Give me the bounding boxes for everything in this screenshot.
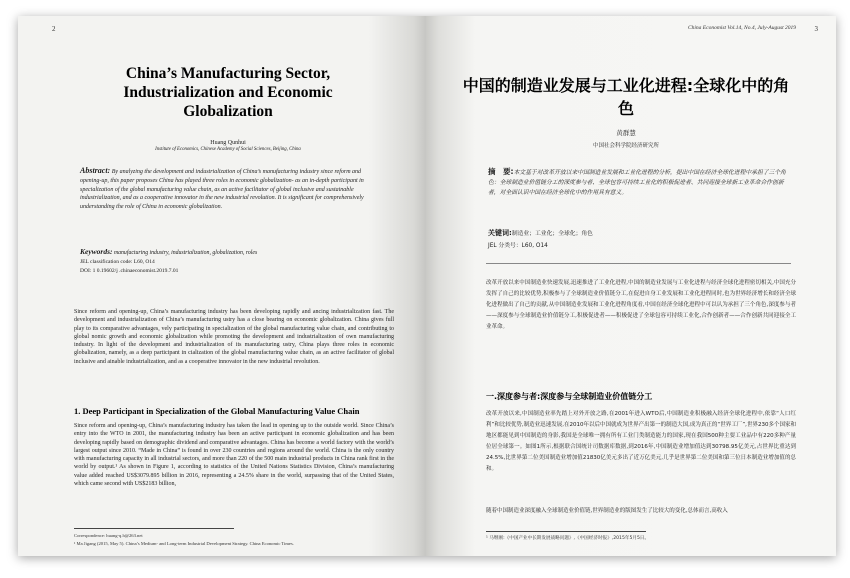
section-1-heading: 1. Deep Participant in Specialization of the Global Manufacturing Value Chain bbox=[74, 406, 360, 416]
separator-rule bbox=[486, 263, 791, 264]
footnote-correspondence: Correspondence: huang-q.h@263.net bbox=[74, 533, 143, 538]
intro-paragraph-zh: 改革开放以来中国制造业快速发展,迅速推进了工业化进程,中国的制造业发展与工业化进程与经济全球化进程密切相关,中国充分发挥了自己的比较优势,积极参与了全球制造业价值链分工,在促进自身工业发展和工业化进程同时,也为世界经济增长和经济全球化进程做出了自己的贡献,从中国制造业发展和工业化进程角度看,中国在经济全球化进程中可以认为承担了三个角色,深度参与者——深度参与全球制造业价值链分工,积极促进者——积极促进了全球包容可持续工业化,合作创新者——合作创新共同迎接全工业革命。 bbox=[486, 280, 796, 330]
doi: DOI: 1 0.19602/j .chinaeconomist.2019.7.01 bbox=[80, 268, 179, 274]
right-page bbox=[426, 16, 836, 556]
running-head: China Economist Vol.14, No.4, July-August 2019 bbox=[687, 25, 796, 31]
page-number-right: 3 bbox=[814, 25, 818, 33]
abstract-label-zh: 摘 要: bbox=[488, 167, 514, 176]
abstract-label: Abstract: bbox=[80, 166, 111, 175]
abstract-text: By analyzing the development and industrialization of China’s manufacturing industry since reform and opening-up, this paper proposes China has played three roles in economic globalization- as an in-depth participant in specialization of the global manufacturing value chain, as an active facilitator of global inclusive and sustainable industrialization, and as a cooperative innovator in the new industrial revolution. It is significant for comprehensively understanding the role of China in economic globalization. bbox=[80, 169, 364, 211]
english-title: China’s Manufacturing Sector, Industrialization and Economic Globalization bbox=[123, 65, 333, 120]
jel-code: JEL classification code: L60, O14 bbox=[80, 259, 155, 265]
intro-paragraph: Since reform and opening-up, China’s manufacturing industry has been developing rapidly and ancing industrialization fast. The development and industrialization of China’s manufacturing ustry has a close bearing on economic globalization. China gives full play to its comparative advantages, vely participating in specialization of the global manufacturing value chain, and contributing to global nomic growth and economic globalization while promoting the development and industrialization of own manufacturing industry. In light of the development and industrialization of its manufacturing ustry, China plays three roles in economic globalization, namely, as a deep participant in cialization of the global manufacturing value chain, as an active facilitator of global inclusive and ainable industrialization, and as a cooperative innovator in the new industrial revolution. bbox=[74, 309, 394, 365]
author-name: Huang Qunhui bbox=[210, 140, 246, 146]
keywords bbox=[80, 248, 380, 257]
keywords-text: manufacturing industry, industrialization, globalization, roles bbox=[113, 250, 258, 256]
footnote-rule-zh bbox=[486, 531, 646, 532]
footnote-rule bbox=[74, 528, 234, 529]
page-number-left: 2 bbox=[52, 25, 56, 33]
jel-code-zh: JEL 分类号：L60, O14 bbox=[488, 243, 548, 249]
author-affiliation: Institute of Economics, Chinese Academy of Social Sciences, Beijing, China bbox=[155, 147, 301, 152]
left-page bbox=[18, 16, 426, 556]
keywords-text-zh: 制造业；工业化；全球化；角色 bbox=[511, 231, 593, 237]
section-1-paragraph-zh: 改革开放以来,中国制造业率先踏上对外开放之路,在2001年进入WTO后,中国制造业积极融入经济全球化进程中,依靠“人口红利”和比较优势,制造业迅速发展,在2010年以后中国就成为世界产出第一的制造大国,成为真正的“世界工厂”,世界230多个国家和地区都能见到中国制造的身影,我国是全球唯一拥有所有工业门类制造能力的国家,现在我国500种主要工业品中有220多种产量位居全球第一。如图1所示,根据联合国统计司数据库数据,到2016年,中国制造业增加值达到30798.95亿美元,占世界比重达到24.5%,比世界第二位美国制造业增加值21830亿美元多出了近万亿美元,几乎是世界第二位美国和第三位日本制造业增加值的总和。 bbox=[486, 411, 796, 472]
keywords-zh bbox=[488, 228, 788, 238]
author-name-zh: 黄群慧 bbox=[616, 129, 636, 137]
keywords-label: Keywords: bbox=[80, 247, 113, 256]
abstract-zh bbox=[488, 167, 788, 198]
footnote-1: ¹ Ma Jigang (2015, May 5). China’s Medium- and Long-term Industrial Development Strategy. China Economic Times. bbox=[74, 541, 294, 546]
abstract-text-zh: 本文基于对改革开放以来中国制造业发展和工业化进程的分析，提出中国在经济全球化进程中承担了三个角色：全球制造业价值链分工的深度参与者、全球包容可持续工业化的积极促进者、共同迎接全球新工业革命合作创新者，对全面认识中国在经济全球化中的作用具有意义。 bbox=[488, 170, 786, 196]
author-affiliation-zh: 中国社会科学院经济研究所 bbox=[592, 143, 659, 149]
section-1-paragraph-2-zh: 随着中国制造业深度融入全球制造业价值链,世界制造业的版图发生了比较大的变化,总体而言,高收入 bbox=[486, 508, 728, 514]
chinese-title: 中国的制造业发展与工业化进程:全球化中的角色 bbox=[462, 76, 790, 118]
section-1-heading-zh: 一.深度参与者:深度参与全球制造业价值链分工 bbox=[486, 392, 653, 401]
journal-spread bbox=[18, 16, 836, 556]
footnote-1-zh: ¹ 马继刚:《中国产业中长期发展战略问题》,《中国经济时报》,2015年5月5日。 bbox=[486, 536, 650, 541]
keywords-label-zh: 关键词: bbox=[488, 229, 512, 237]
abstract bbox=[80, 167, 380, 212]
section-1-paragraph: Since reform and opening-up, China’s manufacturing industry has taken the lead in opening up to the outside world. Since China’s entry into the WTO in 2001, the manufacturing industry has been an active participant in economic globalization and has been developing rapidly based on demographic dividend and comparative advantages. China has become a world factory with the world’s largest output since 2010. “Made in China” is found in over 230 countries and regions around the world. China is the only country with manufacturing capacity in all industrial sectors, and more than 220 of the 500 main industrial products in China rank first in the world by output.¹ As shown in Figure 1, according to statistics of the United Nations Statistics Division, China’s manufacturing value added reached US$3079.895 billion in 2016, representing a 24.5% share in the world, surpassing that of the United States, which came second with US$2183 billion, bbox=[74, 423, 394, 488]
